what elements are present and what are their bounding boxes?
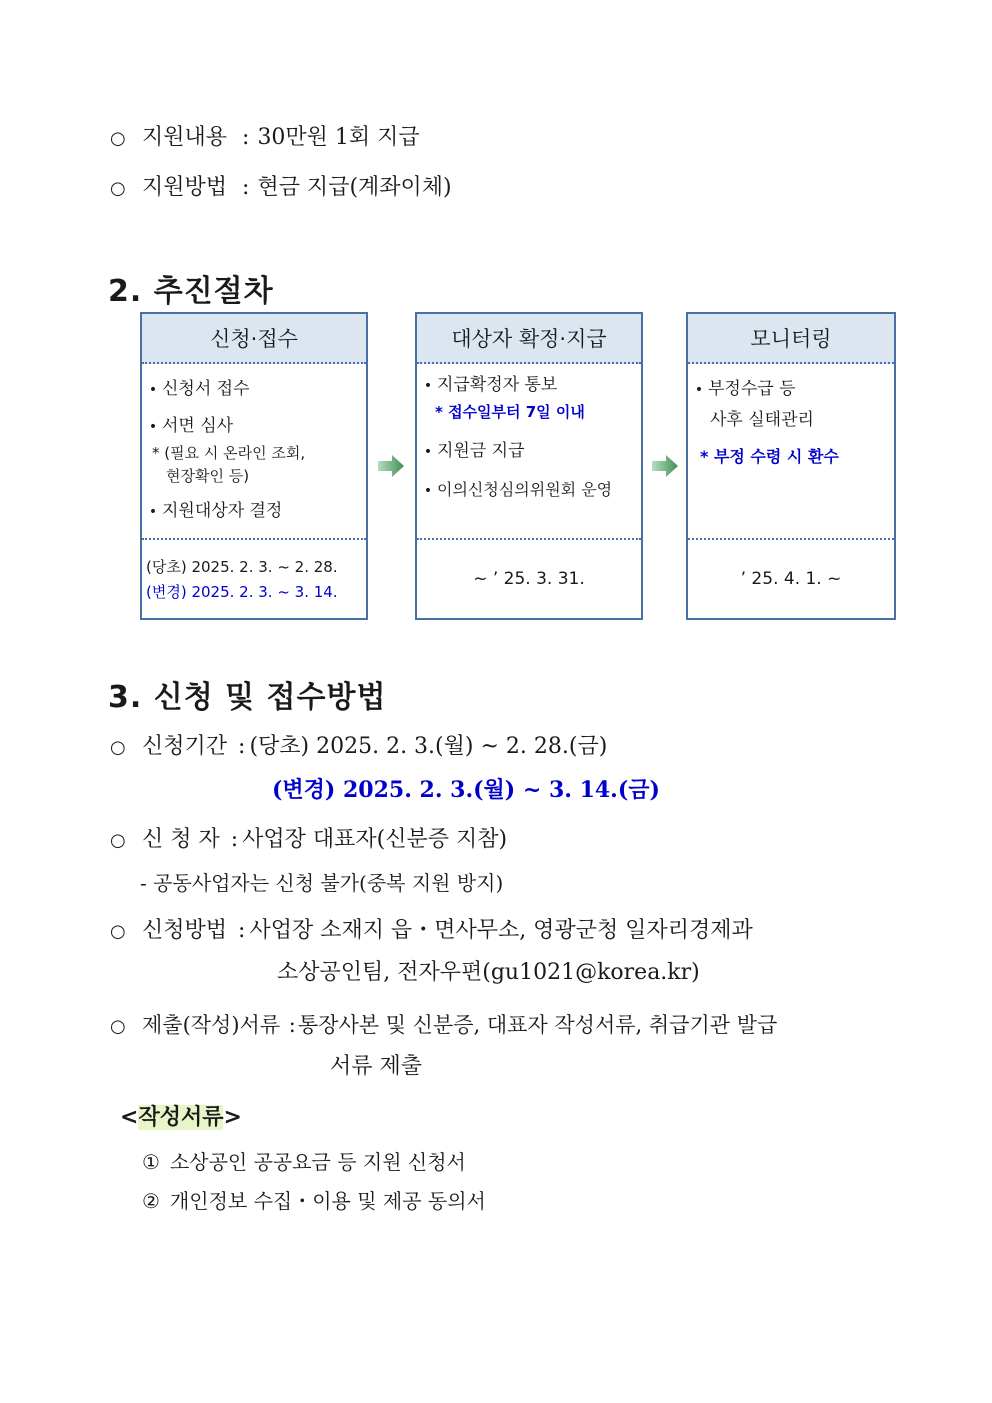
bullet-icon: ○ xyxy=(110,178,126,199)
period-changed: (변경) 2025. 2. 3. ~ 3. 14. xyxy=(146,583,338,601)
bullet-icon: • xyxy=(148,382,158,398)
period-text: ~ ’ 25. 3. 31. xyxy=(473,569,585,589)
item-text: 지원금 지급 xyxy=(437,441,525,461)
list-item xyxy=(142,411,366,436)
box-period xyxy=(688,538,894,618)
list-item xyxy=(417,477,641,500)
method-row xyxy=(110,916,753,947)
forms-heading xyxy=(120,1100,242,1131)
docs-value-cont: 서류 제출 xyxy=(330,1054,423,1079)
section-2-heading: 2. 추진절차 xyxy=(108,274,274,309)
form-text: 개인정보 수집・이용 및 제공 동의서 xyxy=(169,1189,486,1213)
period-label: 신청기간 xyxy=(142,734,228,759)
bullet-icon: ○ xyxy=(110,737,126,758)
arrow-right-icon xyxy=(378,455,404,477)
section-3-heading: 3. 신청 및 접수방법 xyxy=(108,680,387,715)
docs-label: 제출(작성)서류 xyxy=(142,1013,281,1037)
process-box-apply xyxy=(140,312,368,620)
separator: : xyxy=(242,125,250,150)
bracket-close: > xyxy=(223,1105,242,1130)
note-text: * 접수일부터 7일 이내 xyxy=(435,403,585,421)
box-body xyxy=(142,362,366,521)
docs-row xyxy=(110,1010,777,1042)
period-changed: (변경) 2025. 2. 3.(월) ~ 3. 14.(금) xyxy=(272,777,660,803)
method-value-cont: 소상공인팀, 전자우편(gu1021@korea.kr) xyxy=(277,960,700,985)
item-text: 서면 심사 xyxy=(162,416,234,436)
list-item xyxy=(142,496,366,521)
support-method-label: 지원방법 xyxy=(142,175,228,200)
item-text: 지급확정자 통보 xyxy=(437,375,558,395)
separator: : xyxy=(238,734,246,759)
bullet-icon: • xyxy=(423,444,433,460)
bullet-icon: ○ xyxy=(110,128,126,149)
bullet-icon: ○ xyxy=(110,921,126,942)
form-item xyxy=(142,1187,486,1215)
note-text: 현장확인 등) xyxy=(166,467,250,485)
period-row xyxy=(110,732,607,763)
separator: : xyxy=(230,827,239,852)
method-label: 신청방법 xyxy=(142,918,228,943)
number-badge: ② xyxy=(142,1189,160,1213)
note-text: * 부정 수령 시 환수 xyxy=(700,447,839,466)
number-badge: ① xyxy=(142,1150,160,1174)
bullet-icon: • xyxy=(694,382,704,398)
applicant-sub: - 공동사업자는 신청 불가(중복 지원 방지) xyxy=(140,871,504,895)
item-text: 부정수급 등 xyxy=(708,379,796,399)
separator: : xyxy=(238,918,246,943)
bullet-icon: • xyxy=(423,483,433,499)
separator: : xyxy=(242,175,250,200)
form-text: 소상공인 공공요금 등 지원 신청서 xyxy=(169,1150,466,1174)
support-method-value: 현금 지급(계좌이체) xyxy=(257,175,452,200)
list-item xyxy=(142,374,366,399)
item-text: 이의신청심의위원회 운영 xyxy=(437,480,613,499)
bullet-icon: • xyxy=(148,419,158,435)
process-box-monitoring xyxy=(686,312,896,620)
support-content-value: 30만원 1회 지급 xyxy=(257,125,420,150)
box-period xyxy=(142,538,366,618)
list-item xyxy=(417,436,641,461)
item-text: 신청서 접수 xyxy=(162,379,250,399)
applicant-label: 신 청 자 xyxy=(142,827,220,852)
box-body xyxy=(417,362,641,500)
support-method-row xyxy=(110,173,452,204)
support-content-row xyxy=(110,123,420,154)
box-title: 대상자 확정·지급 xyxy=(417,314,641,364)
forms-title: 작성서류 xyxy=(138,1105,224,1130)
note-text: * (필요 시 온라인 조회, xyxy=(152,444,306,462)
item-text: 지원대상자 결정 xyxy=(162,501,283,521)
bracket-open: < xyxy=(120,1105,139,1130)
period-original: (당초) 2025. 2. 3.(월) ~ 2. 28.(금) xyxy=(249,734,608,759)
process-box-confirm xyxy=(415,312,643,620)
bullet-icon: • xyxy=(423,378,433,394)
applicant-value: 사업장 대표자(신분증 지참) xyxy=(242,827,508,852)
separator: : xyxy=(288,1013,296,1037)
box-body xyxy=(688,362,894,467)
list-item xyxy=(417,370,641,395)
period-original: (당초) 2025. 2. 3. ~ 2. 28. xyxy=(146,558,338,576)
docs-value: 통장사본 및 신분증, 대표자 작성서류, 취급기관 발급 xyxy=(297,1013,778,1037)
applicant-row xyxy=(110,825,507,856)
list-item xyxy=(688,374,894,399)
method-value: 사업장 소재지 읍・면사무소, 영광군청 일자리경제과 xyxy=(249,918,753,943)
arrow-right-icon xyxy=(652,455,678,477)
box-period xyxy=(417,538,641,618)
bullet-icon: ○ xyxy=(110,830,126,851)
bullet-icon: • xyxy=(148,504,158,520)
box-title: 모니터링 xyxy=(688,314,894,364)
period-text: ’ 25. 4. 1. ~ xyxy=(740,569,842,589)
form-item xyxy=(142,1148,466,1176)
box-title: 신청·접수 xyxy=(142,314,366,364)
support-content-label: 지원내용 xyxy=(142,125,228,150)
item-text-cont: 사후 실태관리 xyxy=(710,410,814,430)
bullet-icon: ○ xyxy=(110,1016,126,1037)
